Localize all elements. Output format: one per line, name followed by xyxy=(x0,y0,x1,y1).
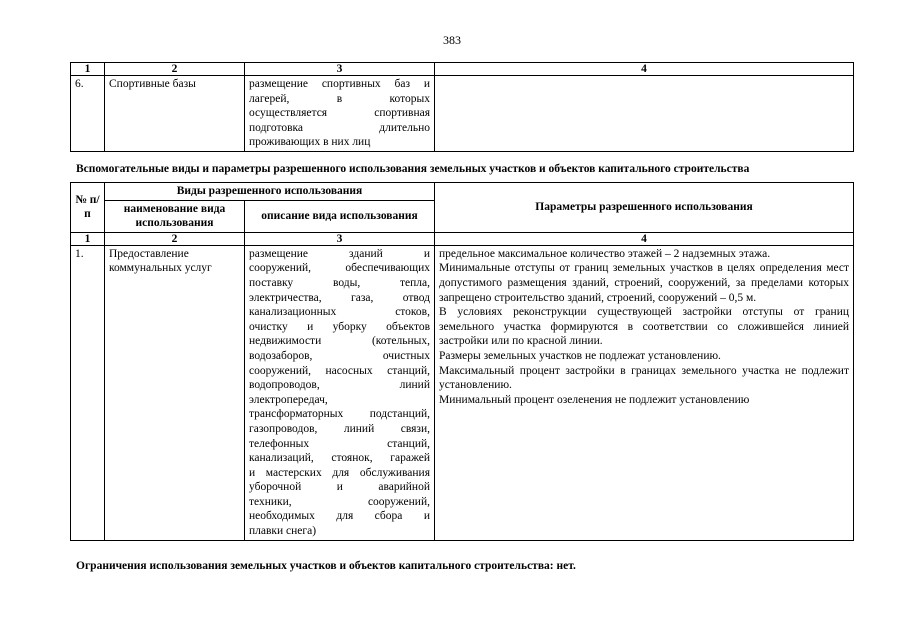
use-name: Предоставление коммунальных услуг xyxy=(105,245,245,540)
description-line: необходимых для сбора и xyxy=(249,510,430,523)
description-line: водозаборов, очистных xyxy=(249,349,430,362)
description-line: размещение зданий и xyxy=(249,247,430,260)
restrictions-heading: Ограничения использования земельных участков и объектов капитального строительства: нет. xyxy=(76,560,576,572)
col-number: 4 xyxy=(435,63,854,76)
description-line: телефонных станций, xyxy=(249,437,430,450)
description-line: очистку и уборку объектов xyxy=(249,320,430,333)
description-line: сооружений, насосных станций, xyxy=(249,364,430,377)
name-header: наименование вида использования xyxy=(105,200,245,232)
param-paragraph: предельное максимальное количество этажей – 2 надземных этажа. xyxy=(439,247,771,260)
col-number: 3 xyxy=(245,232,435,245)
param-paragraph: Минимальный процент озеленения не подлежит установлению xyxy=(439,393,750,406)
table-header-row xyxy=(71,183,854,201)
description-line: проживающих в них лиц xyxy=(249,136,371,149)
col-number: 2 xyxy=(105,63,245,76)
description-line: электропередач, xyxy=(249,393,328,406)
description-line: электричества, газа, отвод xyxy=(249,291,430,304)
description-line: уборочной и аварийной xyxy=(249,481,430,494)
table-row xyxy=(71,245,854,540)
num-header: № п/п xyxy=(71,183,105,233)
col-number: 4 xyxy=(435,232,854,245)
description-line: поставку воды, тепла, xyxy=(249,276,430,289)
table1-column-numbers xyxy=(71,63,854,76)
auxiliary-heading: Вспомогательные виды и параметры разрешенного использования земельных участков и объектов капитального строительства xyxy=(76,163,750,175)
types-group-header: Виды разрешенного использования xyxy=(105,183,435,201)
table2-column-numbers xyxy=(71,232,854,245)
description-line: газопроводов, линий связи, xyxy=(249,422,430,435)
description-line: подготовка длительно xyxy=(249,121,430,134)
param-paragraph: В условиях реконструкции существующей застройки отступы от границ земельного участка формируются в соответствии со сложившейся линией застройки или по красной линии. xyxy=(439,306,849,348)
description-line: осуществляется спортивная xyxy=(249,107,430,120)
col-number: 2 xyxy=(105,232,245,245)
description-line: канализаций, стоянок, гаражей xyxy=(249,452,430,465)
description-line: лагерей, в которых xyxy=(249,92,430,105)
col-number: 3 xyxy=(245,63,435,76)
sports-table xyxy=(70,62,854,152)
description-line: трансформаторных подстанций, xyxy=(249,408,430,421)
description-header: описание вида использования xyxy=(245,200,435,232)
page-number: 383 xyxy=(443,33,461,47)
description-line: и мастерских для обслуживания xyxy=(249,466,430,479)
description-line: водопроводов, линий xyxy=(249,379,430,392)
use-description xyxy=(245,245,435,540)
use-params xyxy=(435,245,854,540)
description-line: размещение спортивных баз и xyxy=(249,78,430,90)
param-paragraph: Размеры земельных участков не подлежат установлению. xyxy=(439,349,721,362)
description-line: техники, сооружений, xyxy=(249,495,430,508)
description-line: сооружений, обеспечивающих xyxy=(249,262,430,275)
row-number: 6. xyxy=(71,76,105,152)
use-name: Спортивные базы xyxy=(105,76,245,152)
description-line: канализационных стоков, xyxy=(249,306,430,319)
col-number: 1 xyxy=(71,63,105,76)
use-params xyxy=(435,76,854,152)
use-description xyxy=(245,76,435,152)
auxiliary-table xyxy=(70,182,854,541)
params-header: Параметры разрешенного использования xyxy=(435,183,854,233)
param-paragraph: Максимальный процент застройки в границах земельного участка не подлежит установлению. xyxy=(439,364,849,392)
description-line: плавки снега) xyxy=(249,525,317,538)
col-number: 1 xyxy=(71,232,105,245)
param-paragraph: Минимальные отступы от границ земельных участков в целях определения мест допустимого размещения зданий, строений, сооружений, за пределами которых запрещено строительство зданий, строений, сооружений – 0,5 м. xyxy=(439,262,849,304)
table-row xyxy=(71,76,854,152)
description-line: недвижимости (котельных, xyxy=(249,335,430,348)
row-number: 1. xyxy=(71,245,105,540)
